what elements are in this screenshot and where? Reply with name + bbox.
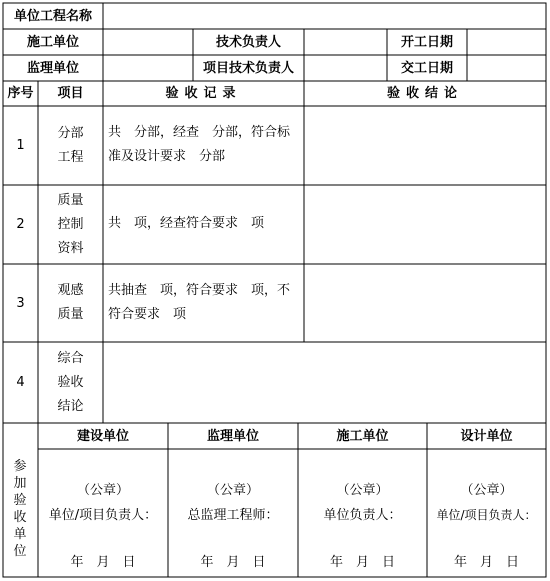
seal-placeholder: （公章） [206,482,259,498]
row-record[interactable]: 共 分部，经查 分部，符合标准及设计要求 分部 [108,125,291,164]
row-conclusion-field[interactable] [304,185,546,264]
column-header-seq: 序号 [7,86,34,101]
supervision-unit-field[interactable] [103,55,193,81]
row-item [38,185,103,264]
participants-label: 参加验收单位 [13,459,27,559]
row-record[interactable]: 共抽查 项，符合要求 项，不符合要求 项 [108,283,291,322]
construction-unit-field[interactable] [103,29,193,55]
row-item-line: 结论 [57,398,84,414]
start-date-label: 开工日期 [400,34,453,50]
row-number: 4 [16,375,25,390]
participant-name: 监理单位 [206,428,259,444]
participant-name: 设计单位 [460,428,513,444]
sign-date[interactable]: 年 月 日 [200,554,266,570]
column-header-record: 验收记录 [165,86,242,101]
completion-date-label: 交工日期 [400,60,453,76]
signer-label[interactable]: 总监理工程师： [187,507,279,523]
project-name-label: 单位工程名称 [13,8,92,24]
row-record[interactable]: 共 项，经查符合要求 项 [108,216,265,231]
project-name-field[interactable] [103,3,546,29]
row-item-line: 质量 [57,192,84,208]
row-item-line: 分部 [57,125,84,141]
row-item [38,342,103,423]
supervision-unit-label: 监理单位 [26,60,79,76]
column-header-item: 项目 [57,86,84,101]
project-tech-lead-label: 项目技术负责人 [202,60,294,76]
row-conclusion-field[interactable] [304,106,546,185]
signer-label[interactable]: 单位负责人： [323,507,402,523]
sign-date[interactable]: 年 月 日 [329,554,395,570]
construction-unit-label: 施工单位 [26,34,79,50]
row-item-line: 资料 [57,240,84,256]
seal-placeholder: （公章） [460,482,513,498]
row-item-line: 控制 [57,216,84,232]
participant-name: 施工单位 [336,428,389,444]
row-item [38,106,103,185]
start-date-field[interactable] [467,29,546,55]
signer-label[interactable]: 单位/项目负责人： [436,508,537,522]
participant-name: 建设单位 [76,428,129,444]
row-item-line: 观感 [57,283,84,298]
tech-lead-field[interactable] [304,29,387,55]
row-item-line: 综合 [57,350,84,366]
row-item-line: 工程 [57,149,84,165]
row-number: 3 [16,295,25,311]
tech-lead-label: 技术负责人 [215,34,281,50]
row-item [38,264,103,342]
row-item-line: 验收 [57,374,84,390]
signer-label[interactable]: 单位/项目负责人： [48,507,158,523]
row-number: 2 [16,217,25,232]
row-number: 1 [16,138,25,153]
row-conclusion-field[interactable] [304,264,546,342]
completion-date-field[interactable] [467,55,546,81]
seal-placeholder: （公章） [336,482,389,498]
sign-date[interactable]: 年 月 日 [70,554,136,570]
seal-placeholder: （公章） [76,482,129,498]
row-item-line: 质量 [57,307,84,322]
overall-conclusion-field[interactable] [103,342,546,423]
sign-date[interactable]: 年 月 日 [453,554,519,570]
column-header-conclusion: 验收结论 [386,86,463,101]
project-tech-lead-field[interactable] [304,55,387,81]
